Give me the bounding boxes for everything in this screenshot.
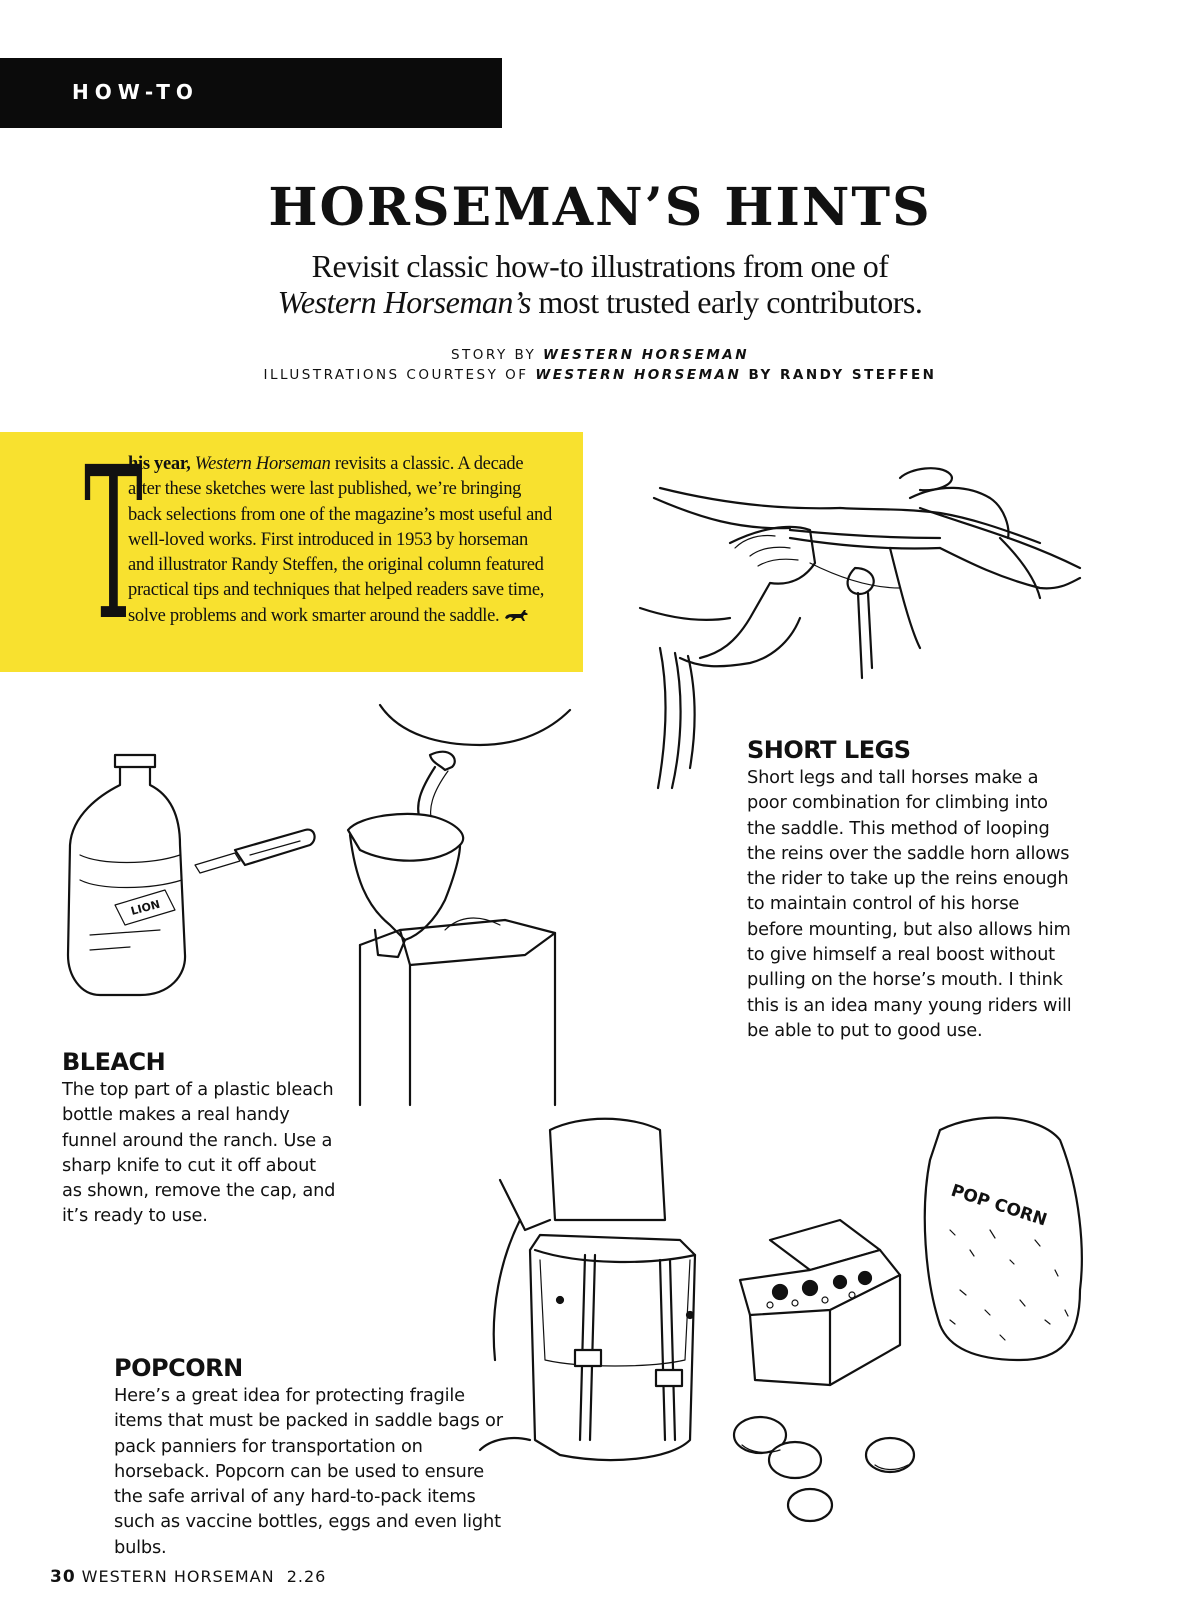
popcorn-bag-label: POP CORN — [948, 1180, 1050, 1231]
intro-publication-name: Western Horseman — [194, 454, 331, 474]
illustration-credit-name: WESTERN HORSEMAN — [535, 367, 742, 383]
horse-end-mark-icon — [504, 608, 530, 622]
deck-line-2 — [200, 284, 1000, 320]
drop-cap: T — [84, 422, 143, 667]
deck-line-2-rest: most trusted early contributors. — [530, 284, 923, 320]
intro-body: revisits a classic. A decade after these sketches were last published, we’re bringing back selections from one of the magazine’s most useful and well-loved works. First introduced in 1953 by horseman and illustrator Randy Steffen, the original column featured practical tips and techniques that helped readers save time, solve problems and work smarter around the saddle. — [128, 454, 552, 626]
deck-line-1: Revisit classic how-to illustrations from one of — [311, 248, 889, 284]
bleach-funnel-illustration — [60, 705, 580, 1105]
article-deck — [200, 248, 1000, 320]
short-legs-body: Short legs and tall horses make a poor combination for climbing into the saddle. This method of looping the reins over the saddle horn allows the rider to take up the reins enough to maintain control of his horse before mounting, but also allows him to give himself a real boost without pulling on the horse’s mouth. I think this is an idea many young riders will be able to put to good use. — [747, 767, 1072, 1041]
saddlebag-popcorn-illustration — [480, 1110, 1100, 1530]
byline — [200, 345, 1000, 385]
bleach-heading: BLEACH — [62, 1048, 166, 1076]
page-footer — [50, 1567, 326, 1587]
intro-text — [128, 452, 553, 629]
short-legs-heading: SHORT LEGS — [747, 736, 911, 764]
intro-lead: his year, — [128, 454, 191, 474]
illustration-credit-suffix: BY RANDY STEFFEN — [741, 367, 937, 383]
story-credit — [200, 345, 1000, 365]
story-credit-prefix: STORY BY — [450, 347, 544, 363]
popcorn-heading: POPCORN — [114, 1354, 243, 1382]
illustration-credit-prefix: ILLUSTRATIONS COURTESY OF — [263, 367, 536, 383]
section-label: HOW-TO — [72, 80, 199, 104]
page-number: 30 — [50, 1567, 76, 1587]
footer-publication: WESTERN HORSEMAN — [81, 1567, 275, 1586]
story-credit-name: WESTERN HORSEMAN — [543, 347, 750, 363]
footer-issue: 2.26 — [286, 1567, 327, 1586]
jug-label: LION — [129, 897, 162, 918]
bleach-body: The top part of a plastic bleach bottle makes a real handy funnel around the ranch. Use a sharp knife to cut it off about as shown, remove the cap, and it’s ready to use. — [62, 1079, 336, 1227]
popcorn-body: Here’s a great idea for protecting fragile items that must be packed in saddle bags or pack panniers for transportation on horseback. Popcorn can be used to ensure the safe arrival of any hard-to-pack items such as vaccine bottles, eggs and even light bulbs. — [114, 1385, 503, 1558]
illustration-credit — [200, 365, 1000, 385]
deck-italic-title: Western Horseman’s — [277, 284, 531, 320]
page-title: HORSEMAN’S HINTS — [268, 177, 932, 238]
